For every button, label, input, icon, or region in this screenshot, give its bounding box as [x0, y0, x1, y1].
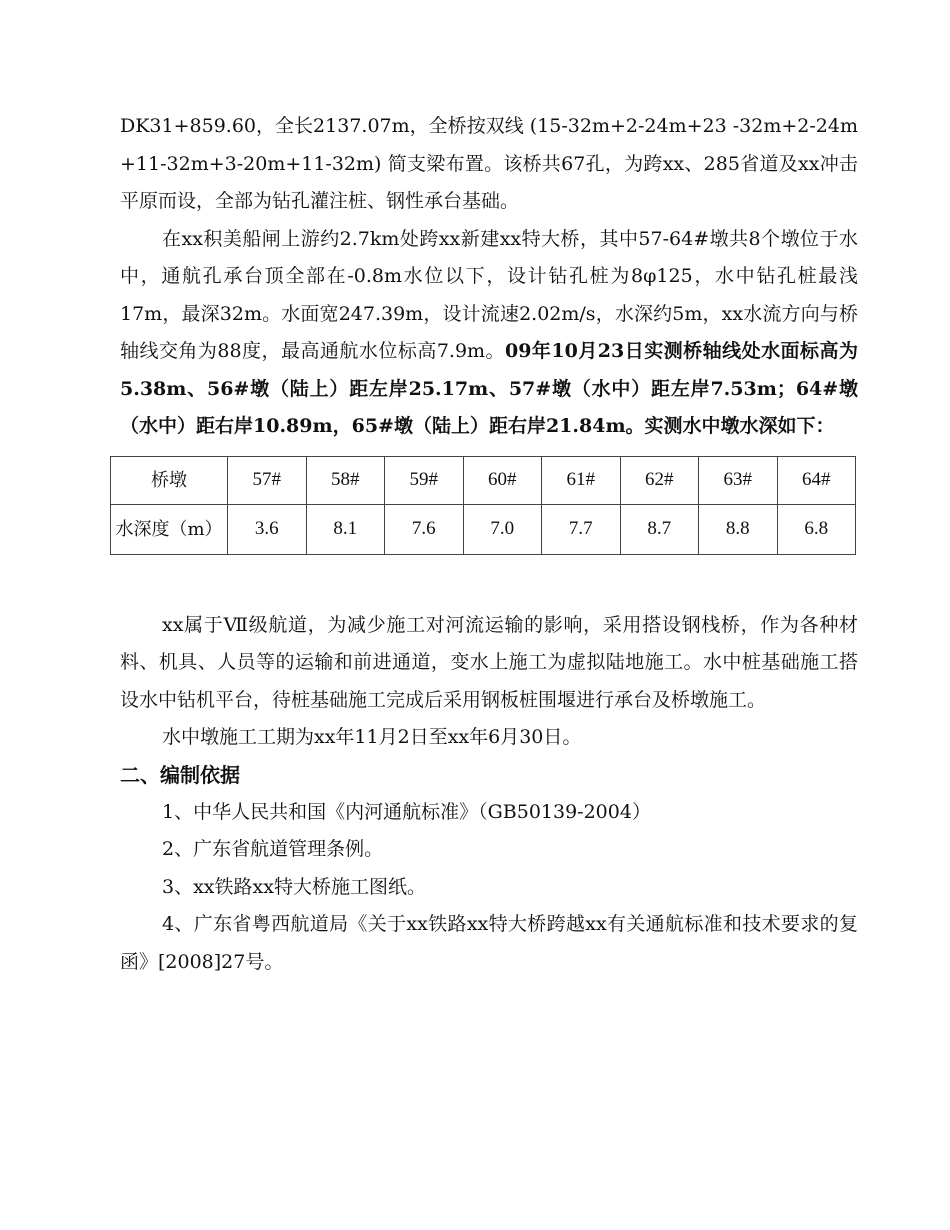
paragraph-bridge-overview: DK31+859.60，全长2137.07m，全桥按双线 (15-32m+2-24m+23 -32m+2-24m +11-32m+3-20m+11-32m) 简支梁布置。该桥共67孔，为跨xx、285省道及xx冲击平原而设，全部为钻孔灌注桩、钢性承台基础。: [120, 115, 858, 212]
paragraph-schedule: 水中墩施工工期为xx年11月2日至xx年6月30日。: [162, 726, 582, 748]
table-cell: 8.7: [620, 504, 699, 554]
paragraph-site-description: [120, 221, 858, 446]
table-cell: 62#: [620, 456, 699, 504]
list-item: 3、xx铁路xx特大桥施工图纸。: [162, 875, 426, 898]
document-page: [115, 108, 858, 981]
post-table-section: [120, 607, 858, 982]
table-cell: 7.7: [542, 504, 621, 554]
site-description-text: 在xx积美船闸上游约2.7km处跨xx新建xx特大桥，其中57-64#墩共8个墩位于水中，通航孔承台顶全部在-0.8m水位以下，设计钻孔桩为8φ125，水中钻孔桩最浅17m，最深32m。水面宽247.39m，设计流速2.02m/s，水深约5m，xx水流方向与桥轴线交角为88度，最高通航水位标高7.9m。: [120, 227, 858, 362]
table-cell: 6.8: [777, 504, 856, 554]
table-cell: 57#: [228, 456, 307, 504]
table-cell: 58#: [306, 456, 385, 504]
site-measurement-text: 09年10月23日实测桥轴线处水面标高为5.38m、56#墩（陆上）距左岸25.17m、57#墩（水中）距左岸7.53m；64#墩（水中）距右岸10.89m，65#墩（陆上）距右岸21.84m。实测水中墩水深如下：: [120, 340, 858, 437]
table-cell: 8.1: [306, 504, 385, 554]
table-cell: 59#: [385, 456, 464, 504]
list-item: 2、广东省航道管理条例。: [162, 838, 384, 860]
table-row: [111, 456, 856, 504]
table-cell: 8.8: [699, 504, 778, 554]
section-heading: 二、编制依据: [120, 762, 240, 787]
pier-header-cell: 桥墩: [111, 456, 228, 504]
list-item: 1、中华人民共和国《内河通航标准》（GB50139-2004）: [162, 800, 651, 823]
table-cell: 7.0: [463, 504, 542, 554]
water-depth-table: [110, 456, 856, 555]
list-item: 4、广东省粤西航道局《关于xx铁路xx特大桥跨越xx有关通航标准和技术要求的复函》[2008]27号。: [120, 913, 858, 973]
table-row: [111, 504, 856, 554]
table-cell: 3.6: [228, 504, 307, 554]
table-cell: 7.6: [385, 504, 464, 554]
table-cell: 61#: [542, 456, 621, 504]
table-cell: 60#: [463, 456, 542, 504]
paragraph-construction-approach: xx属于Ⅶ级航道，为减少施工对河流运输的影响，采用搭设钢栈桥，作为各种材料、机具、人员等的运输和前进通道，变水上施工为虚拟陆地施工。水中桩基础施工搭设水中钻机平台，待桩基础施工完成后采用钢板桩围堰进行承台及桥墩施工。: [120, 613, 858, 711]
table-cell: 63#: [699, 456, 778, 504]
depth-header-cell: 水深度（m）: [111, 504, 228, 554]
table-cell: 64#: [777, 456, 856, 504]
